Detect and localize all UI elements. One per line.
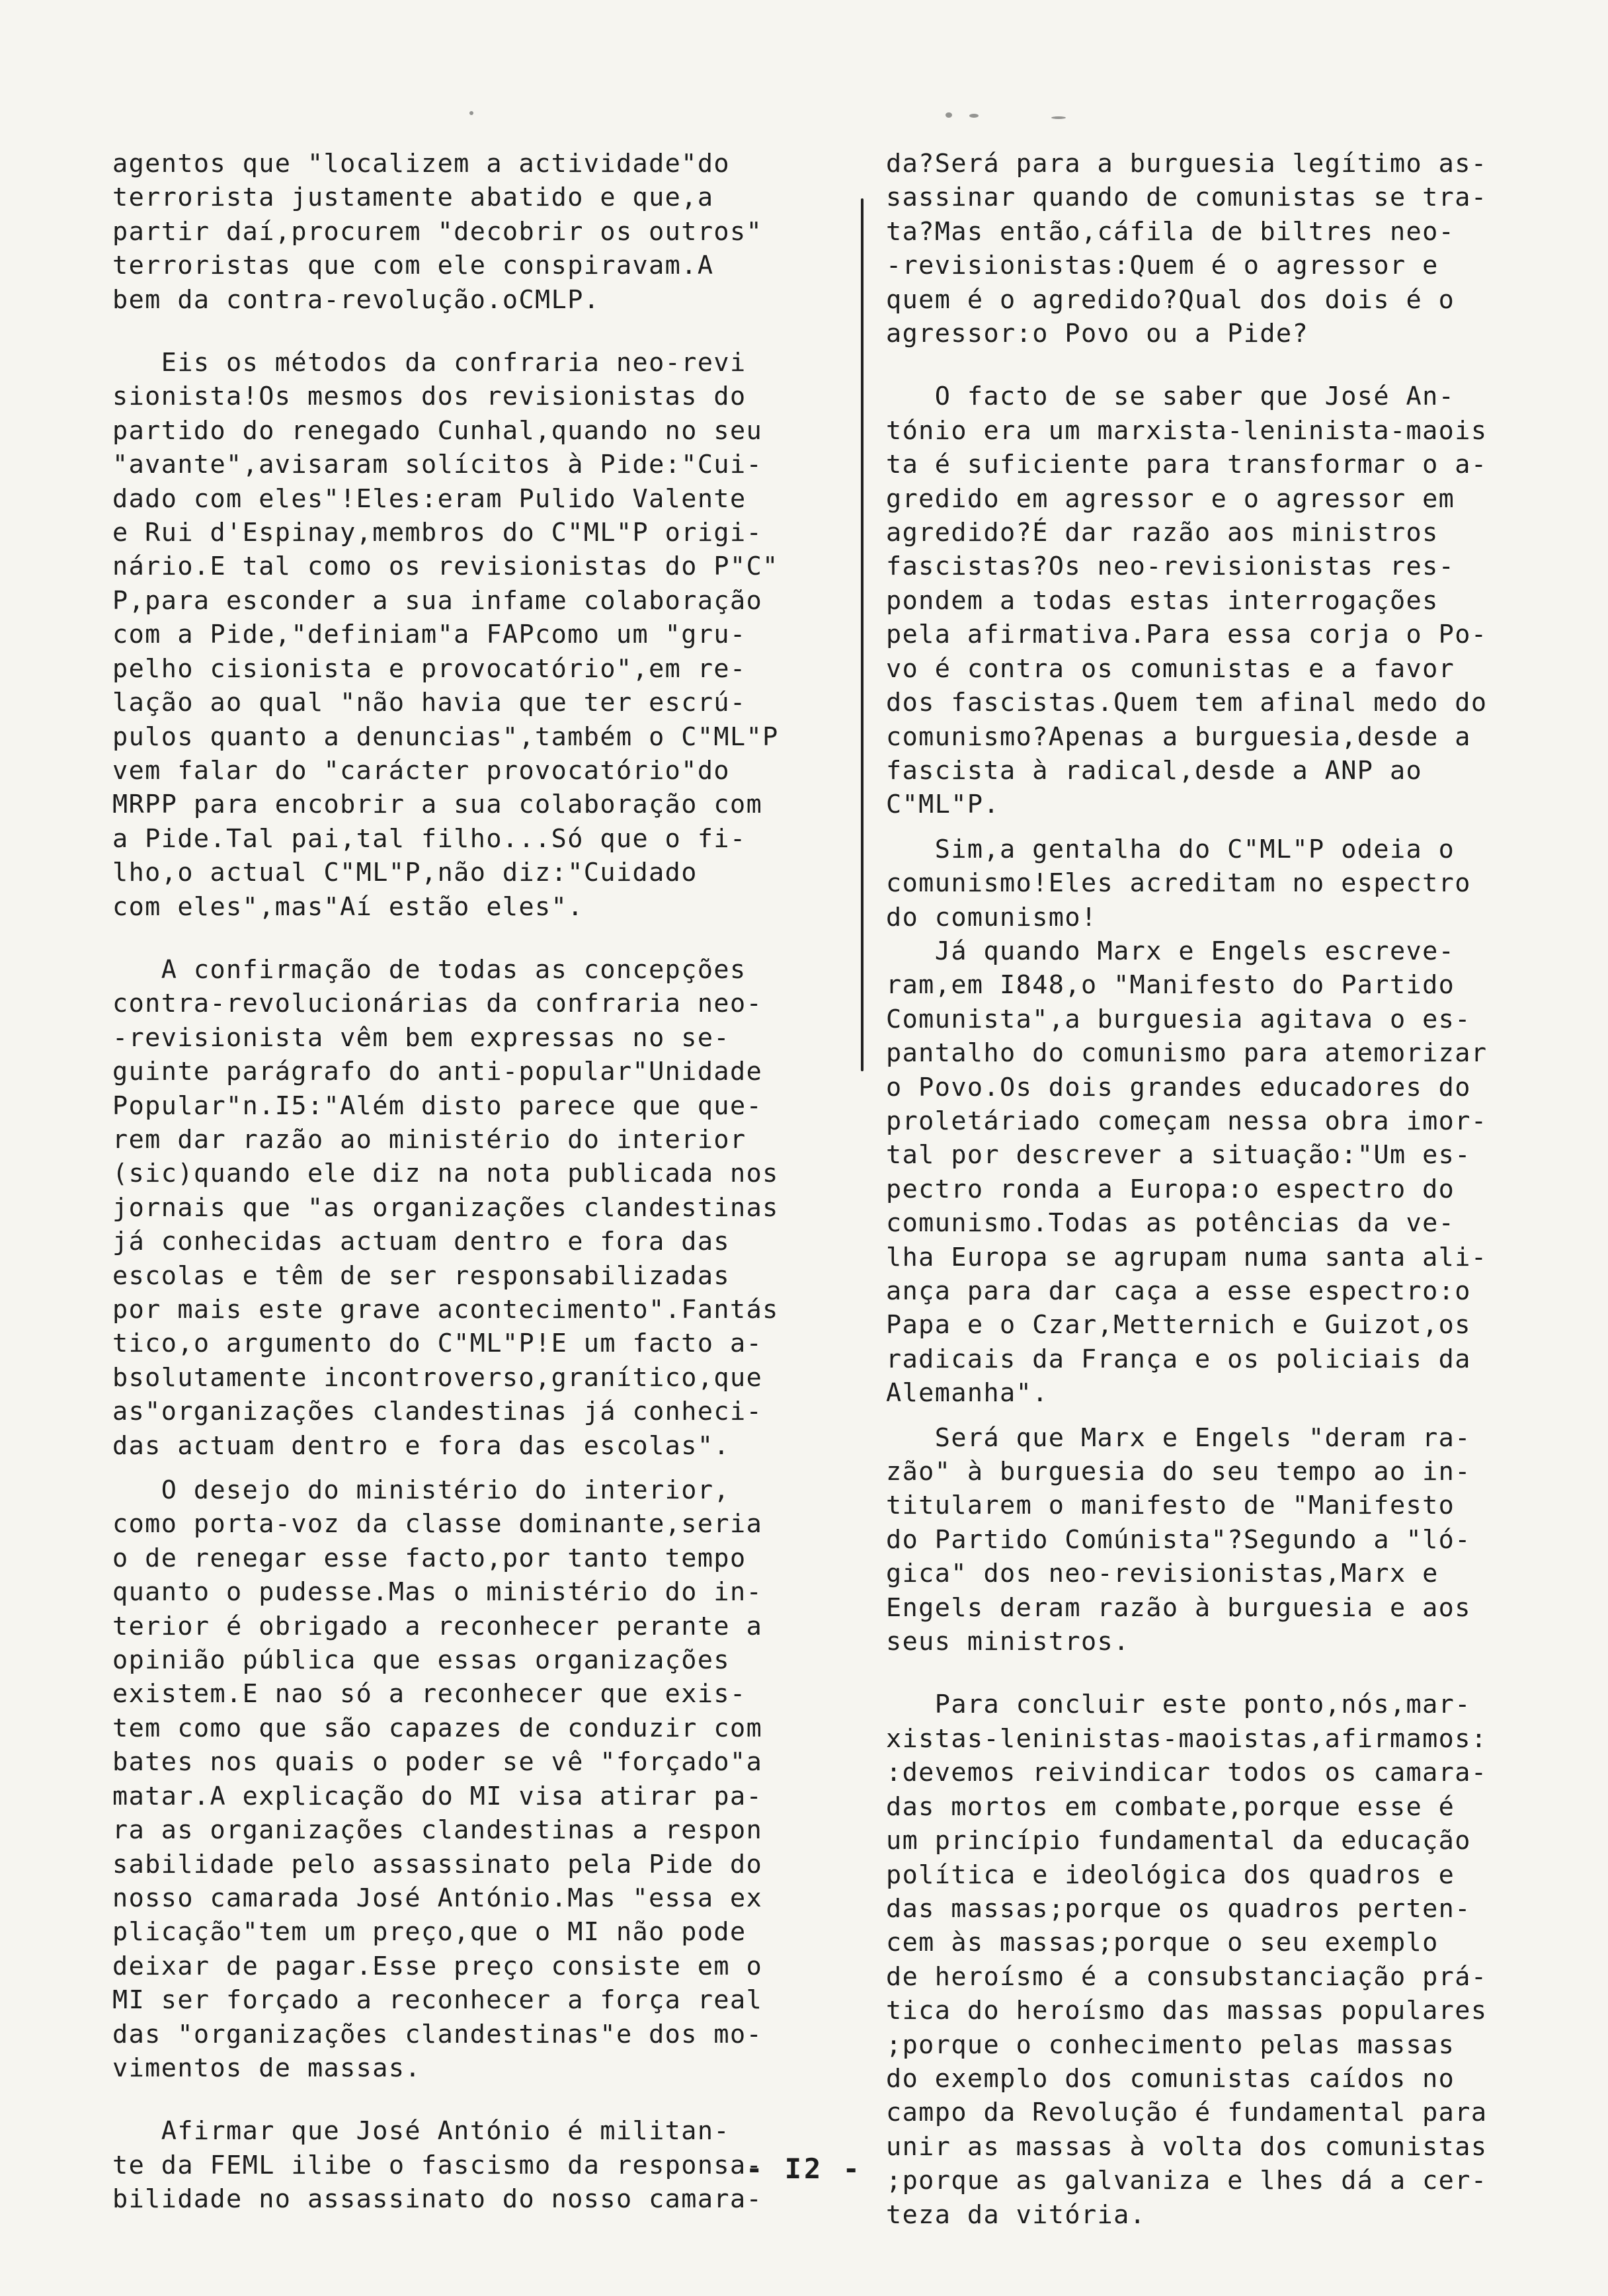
text-line: Papa e o Czar,Metternich e Guizot,os	[886, 1310, 1471, 1340]
text-line: do exemplo dos comunistas caídos no	[886, 2063, 1455, 2094]
text-line: bilidade no assassinato do nosso camara-	[112, 2184, 763, 2215]
text-line: por mais este grave acontecimento".Fantás	[112, 1295, 779, 1325]
text-line: das actuam dentro e fora das escolas".	[112, 1430, 731, 1461]
text-line: Engels deram razão à burguesia e aos	[886, 1592, 1471, 1623]
text-line: escolas e têm de ser responsabilizadas	[112, 1260, 731, 1291]
text-line: pectro ronda a Europa:o espectro do	[886, 1174, 1455, 1204]
paragraph	[886, 934, 1560, 1411]
text-line: o Povo.Os dois grandes educadores do	[886, 1072, 1471, 1102]
paragraph	[112, 1473, 813, 2085]
text-line: do Partido Comúnista"?Segundo a "ló-	[886, 1524, 1471, 1555]
text-line: a Pide.Tal pai,tal filho...Só que o fi-	[112, 823, 746, 854]
text-line: agredido?É dar razão aos ministros	[886, 518, 1439, 548]
text-line: seus ministros.	[886, 1627, 1130, 1657]
text-line: as"organizações clandestinas já conheci-	[112, 1397, 763, 1427]
text-line: -revisionistas:Quem é o agressor e	[886, 251, 1439, 281]
text-line: ra as organizações clandestinas a respon	[112, 1815, 763, 1846]
text-line: com a Pide,"definiam"a FAPcomo um "gru-	[112, 620, 746, 650]
paragraph	[112, 953, 813, 1463]
text-line: bem da contra-revolução.oCMLP.	[112, 284, 600, 315]
text-line: pela afirmativa.Para essa corja o Po-	[886, 620, 1488, 650]
text-line: pelho cisionista e provocatório",em re-	[112, 653, 746, 684]
text-line: vimentos de massas.	[112, 2053, 422, 2083]
text-line: tónio era um marxista-leninista-maois	[886, 415, 1488, 446]
text-line: A confirmação de todas as concepções	[112, 954, 746, 985]
text-line: jornais que "as organizações clandestinas	[112, 1192, 779, 1223]
paragraph	[886, 1688, 1560, 2232]
text-line: bsolutamente incontroverso,granítico,que	[112, 1362, 763, 1393]
text-line: deixar de pagar.Esse preço consiste em o	[112, 1951, 763, 1981]
text-line: xistas-leninistas-maoistas,afirmamos:	[886, 1723, 1488, 1754]
text-line: agressor:o Povo ou a Pide?	[886, 319, 1309, 349]
paragraph	[112, 147, 813, 317]
text-line: lação ao qual "não havia que ter escrú-	[112, 688, 746, 718]
text-line: lha Europa se agrupam numa santa ali-	[886, 1242, 1488, 1272]
text-line: partir daí,procurem "decobrir os outros"	[112, 216, 763, 247]
text-line: gica" dos neo-revisionistas,Marx e	[886, 1559, 1439, 1589]
text-line: proletáriado começam nessa obra imor-	[886, 1106, 1488, 1136]
text-line: campo da Revolução é fundamental para	[886, 2098, 1488, 2128]
text-line: Afirmar que José António é militan-	[112, 2116, 731, 2147]
paragraph	[886, 833, 1560, 934]
text-line: tal por descrever a situação:"Um es-	[886, 1140, 1471, 1170]
text-line: Alemanha".	[886, 1378, 1049, 1409]
paragraph	[886, 380, 1560, 821]
text-line: nosso camarada José António.Mas "essa ex	[112, 1883, 763, 1913]
text-line: guinte parágrafo do anti-popular"Unidade	[112, 1057, 763, 1087]
page-number: - I2 -	[746, 2152, 862, 2185]
text-line: Sim,a gentalha do C"ML"P odeia o	[886, 834, 1455, 864]
text-line: teza da vitória.	[886, 2199, 1146, 2230]
text-line: ram,em I848,o "Manifesto do Partido	[886, 970, 1455, 1001]
text-line: terroristas que com ele conspiravam.A	[112, 251, 714, 281]
text-line: política e ideológica dos quadros e	[886, 1860, 1455, 1890]
text-line: nário.E tal como os revisionistas do P"C"	[112, 552, 779, 582]
text-line: rem dar razão ao ministério do interior	[112, 1124, 746, 1155]
text-line: já conhecidas actuam dentro e fora das	[112, 1227, 731, 1257]
right-column	[886, 147, 1560, 2232]
text-line: pondem a todas estas interrogações	[886, 585, 1439, 616]
text-line: das massas;porque os quadros perten-	[886, 1893, 1471, 1924]
text-line: agentos que "localizem a actividade"do	[112, 149, 731, 179]
text-line: Será que Marx e Engels "deram ra-	[886, 1422, 1471, 1453]
text-line: contra-revolucionárias da confraria neo-	[112, 989, 763, 1019]
text-line: da?Será para a burguesia legítimo as-	[886, 149, 1488, 179]
text-line: ança para dar caça a esse espectro:o	[886, 1276, 1471, 1306]
text-line: das "organizações clandestinas"e dos mo-	[112, 2019, 763, 2049]
text-line: cem às massas;porque o seu exemplo	[886, 1928, 1439, 1958]
text-line: comunismo!Eles acreditam no espectro	[886, 868, 1471, 899]
text-line: plicação"tem um preço,que o MI não pode	[112, 1917, 746, 1948]
text-line: Comunista",a burguesia agitava o es-	[886, 1004, 1471, 1034]
text-line: vem falar do "carácter provocatório"do	[112, 755, 731, 786]
text-line: matar.A explicação do MI visa atirar pa-	[112, 1781, 763, 1811]
scan-speck	[945, 112, 952, 118]
text-line: opinião pública que essas organizações	[112, 1645, 731, 1676]
text-line: e Rui d'Espinay,membros do C"ML"P origi-	[112, 518, 763, 548]
text-line: MRPP para encobrir a sua colaboração com	[112, 790, 763, 820]
text-line: ta?Mas então,cáfila de biltres neo-	[886, 216, 1455, 247]
text-line: sassinar quando de comunistas se tra-	[886, 183, 1488, 213]
text-line: ;porque o conhecimento pelas massas	[886, 2030, 1455, 2060]
text-line: lho,o actual C"ML"P,não diz:"Cuidado	[112, 858, 698, 888]
text-line: das mortos em combate,porque esse é	[886, 1791, 1455, 1822]
paragraph	[886, 1421, 1560, 1659]
text-line: com eles",mas"Aí estão eles".	[112, 891, 584, 922]
text-line: quanto o pudesse.Mas o ministério do in-	[112, 1577, 763, 1608]
text-line: tico,o argumento do C"ML"P!E um facto a-	[112, 1329, 763, 1359]
text-line: (sic)quando ele diz na nota publicada nos	[112, 1159, 779, 1189]
text-line: dado com eles"!Eles:eram Pulido Valente	[112, 483, 746, 514]
text-line: P,para esconder a sua infame colaboração	[112, 585, 763, 616]
text-line: vo é contra os comunistas e a favor	[886, 653, 1455, 684]
text-line: Eis os métodos da confraria neo-revi	[112, 348, 746, 378]
text-line: tem como que são capazes de conduzir com	[112, 1713, 763, 1743]
text-line: unir as massas à volta dos comunistas	[886, 2131, 1488, 2162]
paragraph	[112, 346, 813, 924]
text-line: radicais da França e os policiais da	[886, 1344, 1471, 1374]
text-line: sabilidade pelo assassinato pela Pide do	[112, 1849, 763, 1879]
text-line: como porta-voz da classe dominante,seria	[112, 1509, 763, 1539]
text-line: comunismo?Apenas a burguesia,desde a	[886, 721, 1471, 752]
text-line: sionista!Os mesmos dos revisionistas do	[112, 382, 746, 412]
text-line: existem.E nao só a reconhecer que exis-	[112, 1679, 746, 1709]
text-line: fascista à radical,desde a ANP ao	[886, 755, 1423, 786]
text-line: titularem o manifesto de "Manifesto	[886, 1491, 1455, 1521]
paragraph	[886, 147, 1560, 350]
text-line: comunismo.Todas as potências da ve-	[886, 1208, 1455, 1239]
text-line: "avante",avisaram solícitos à Pide:"Cui-	[112, 450, 763, 480]
text-line: fascistas?Os neo-revisionistas res-	[886, 552, 1455, 582]
text-line: pantalho do comunismo para atemorizar	[886, 1038, 1488, 1069]
text-line: o de renegar esse facto,por tanto tempo	[112, 1543, 746, 1573]
text-line: pulos quanto a denuncias",também o C"ML"P	[112, 721, 779, 752]
text-line: :devemos reivindicar todos os camara-	[886, 1758, 1488, 1788]
text-line: C"ML"P.	[886, 790, 1000, 820]
text-line: partido do renegado Cunhal,quando no seu	[112, 415, 763, 446]
text-line: bates nos quais o poder se vê "forçado"a	[112, 1747, 763, 1778]
text-line: -revisionista vêm bem expressas no se-	[112, 1022, 731, 1053]
column-divider	[861, 198, 864, 1071]
text-line: O facto de se saber que José An-	[886, 382, 1455, 412]
text-line: gredido em agressor e o agressor em	[886, 483, 1455, 514]
text-line: ta é suficiente para transformar o a-	[886, 450, 1488, 480]
text-line: terior é obrigado a reconhecer perante a	[112, 1611, 763, 1641]
text-line: quem é o agredido?Qual dos dois é o	[886, 284, 1455, 315]
text-line: O desejo do ministério do interior,	[112, 1475, 731, 1506]
scan-speck	[1051, 116, 1066, 119]
text-line: um princípio fundamental da educação	[886, 1826, 1471, 1856]
text-line: do comunismo!	[886, 902, 1098, 932]
text-line: Para concluir este ponto,nós,mar-	[886, 1690, 1471, 1720]
text-line: Já quando Marx e Engels escreve-	[886, 936, 1455, 966]
text-line: MI ser forçado a reconhecer a força real	[112, 1985, 763, 2016]
scan-speck	[469, 111, 473, 115]
text-line: tica do heroísmo das massas populares	[886, 1996, 1488, 2026]
text-line: te da FEML ilibe o fascismo da responsa-	[112, 2150, 763, 2180]
left-column	[112, 147, 813, 2217]
text-line: dos fascistas.Quem tem afinal medo do	[886, 688, 1488, 718]
scan-speck	[969, 114, 979, 118]
text-line: zão" à burguesia do seu tempo ao in-	[886, 1457, 1471, 1487]
text-line: ;porque as galvaniza e lhes dá a cer-	[886, 2166, 1488, 2196]
text-line: Popular"n.I5:"Além disto parece que que-	[112, 1090, 763, 1121]
text-line: de heroísmo é a consubstanciação prá-	[886, 1961, 1488, 1992]
text-line: terrorista justamente abatido e que,a	[112, 183, 714, 213]
